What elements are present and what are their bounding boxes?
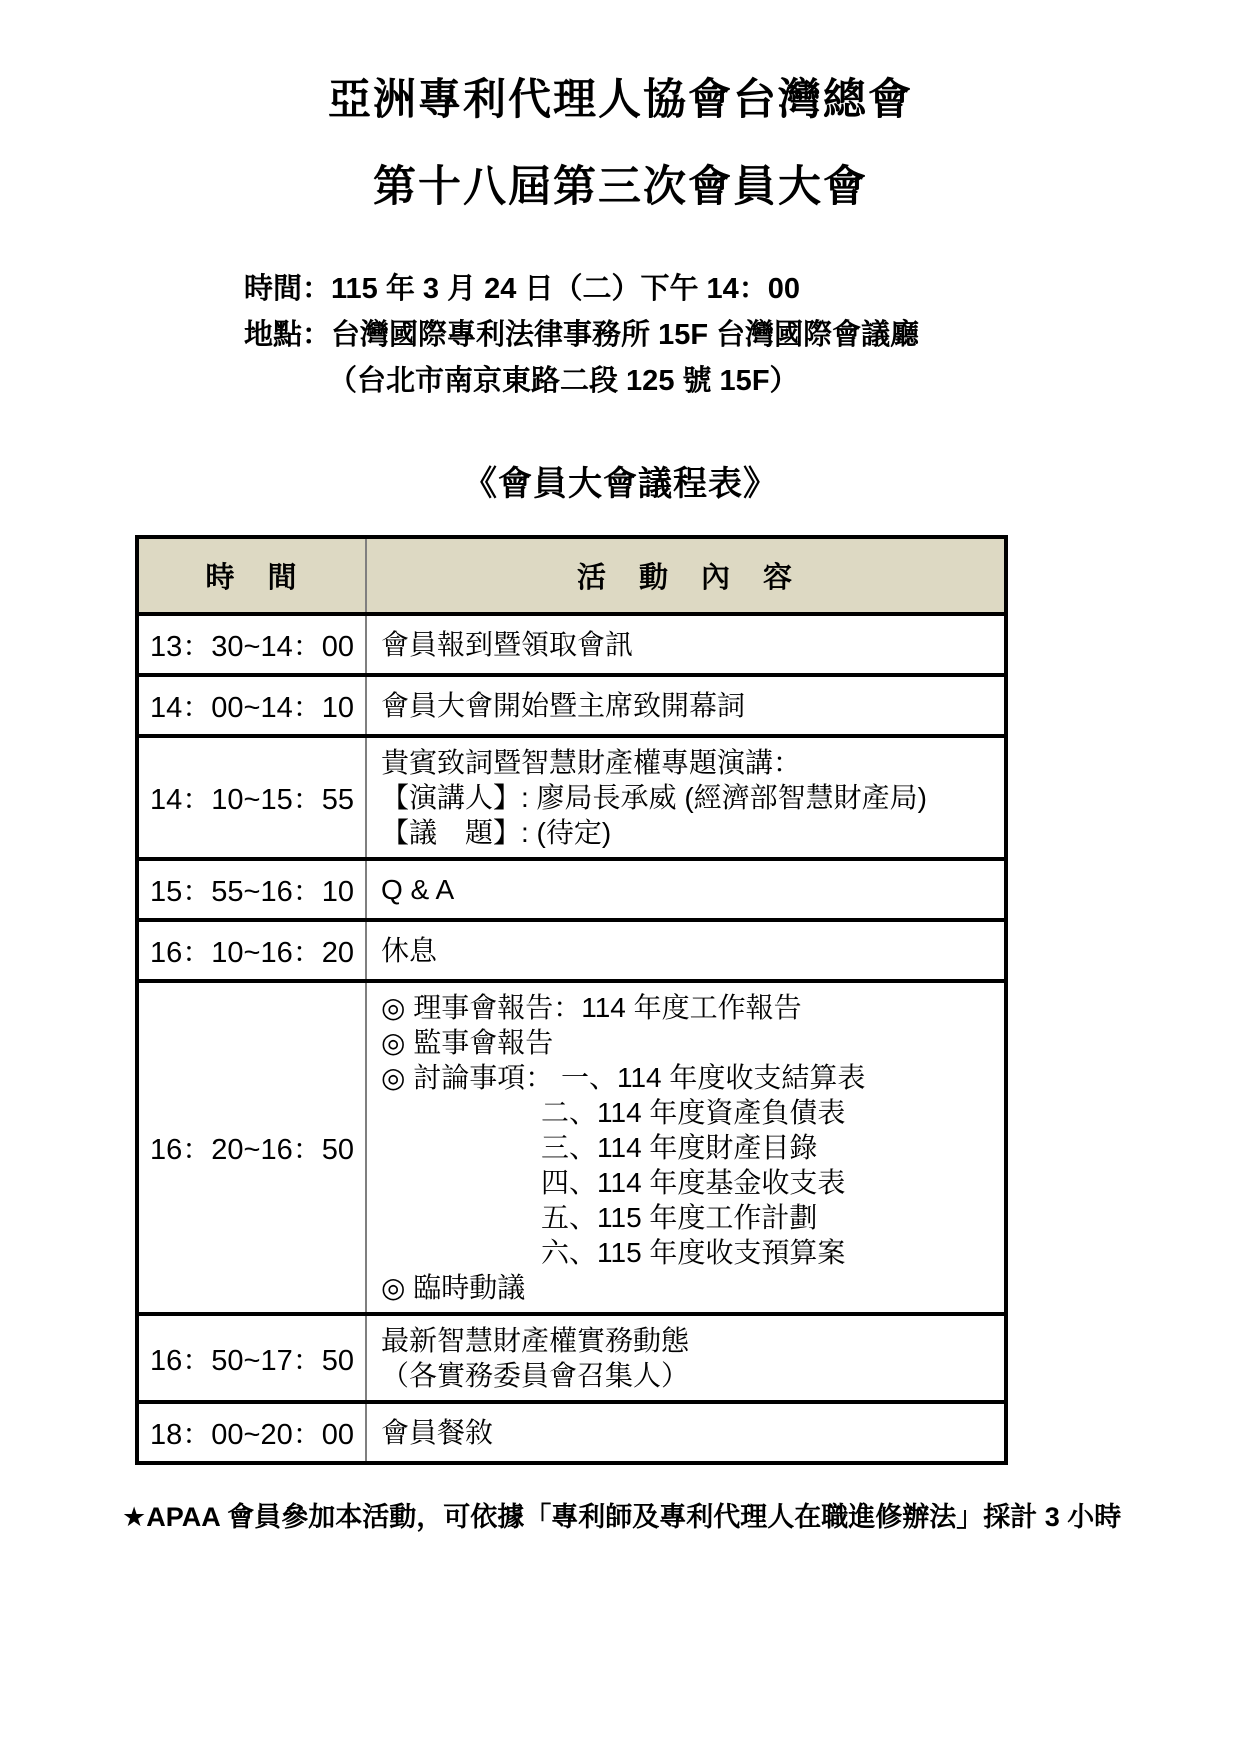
content-line: 最新智慧財產權實務動態 — [381, 1325, 690, 1356]
meeting-address-line: （台北市南京東路二段 125 號 15F） — [328, 365, 799, 397]
time-cell: 13：30~14：00 — [139, 616, 367, 673]
table-header-row — [139, 539, 1004, 612]
meeting-info — [244, 266, 1241, 404]
agenda-table — [135, 535, 1008, 1465]
content-line: 貴賓致詞暨智慧財產權專題演講： — [381, 747, 802, 778]
content-cell — [367, 738, 1004, 857]
content-line: 五、115 年度工作計劃 — [541, 1202, 818, 1233]
content-line: 【演講人】: 廖局長承威 (經濟部智慧財產局) — [381, 782, 927, 813]
content-line: （各實務委員會召集人） — [381, 1360, 690, 1391]
content-line: 【議 題】: (待定) — [381, 817, 612, 848]
table-row — [139, 1400, 1004, 1461]
time-cell: 16：20~16：50 — [139, 983, 367, 1312]
content-cell — [367, 677, 1004, 734]
content-cell — [367, 983, 1004, 1312]
meeting-time-label: 時間： — [244, 273, 332, 305]
content-line: ◎ 理事會報告：114 年度工作報告 — [381, 992, 802, 1023]
content-cell — [367, 616, 1004, 673]
content-line: ◎ 討論事項： 一、114 年度收支結算表 — [381, 1062, 866, 1093]
agenda-heading: 《會員大會議程表》 — [463, 465, 778, 503]
content-line: 六、115 年度收支預算案 — [541, 1237, 846, 1268]
page-subtitle: 第十八屆第三次會員大會 — [373, 163, 868, 211]
content-cell — [367, 1316, 1004, 1400]
content-line: ◎ 監事會報告 — [381, 1027, 554, 1058]
content-line: 會員大會開始暨主席致開幕詞 — [381, 690, 746, 721]
content-line: ◎ 臨時動議 — [381, 1272, 526, 1303]
time-cell: 15：55~16：10 — [139, 861, 367, 918]
time-cell: 16：50~17：50 — [139, 1316, 367, 1400]
content-cell — [367, 1404, 1004, 1461]
time-cell: 14：00~14：10 — [139, 677, 367, 734]
table-row — [139, 857, 1004, 918]
time-cell: 18：00~20：00 — [139, 1404, 367, 1461]
page-title: 亞洲專利代理人協會台灣總會 — [328, 76, 913, 124]
table-row — [139, 612, 1004, 673]
content-cell — [367, 861, 1004, 918]
cpe-credit-footnote: ★APAA 會員參加本活動，可依據「專利師及專利代理人在職進修辦法」採計 3 小時 — [122, 1502, 1122, 1532]
content-line: 二、114 年度資產負債表 — [541, 1097, 846, 1128]
content-cell — [367, 922, 1004, 979]
content-line: 休息 — [381, 935, 438, 966]
content-line: 會員報到暨領取會訊 — [381, 629, 634, 660]
header-content-cell: 活 動 內 容 — [576, 562, 794, 594]
content-line: 四、114 年度基金收支表 — [541, 1167, 846, 1198]
content-line: Q & A — [381, 874, 455, 905]
meeting-place-label: 地點： — [244, 319, 332, 351]
time-cell: 16：10~16：20 — [139, 922, 367, 979]
table-row — [139, 918, 1004, 979]
meeting-place-line — [244, 312, 1241, 358]
table-row — [139, 734, 1004, 857]
table-row — [139, 979, 1004, 1312]
content-line: 三、114 年度財產目錄 — [541, 1132, 818, 1163]
table-row — [139, 673, 1004, 734]
header-time-cell: 時 間 — [139, 539, 367, 612]
meeting-time-value: 115 年 3 月 24 日（二）下午 14：00 — [331, 273, 801, 305]
table-row — [139, 1312, 1004, 1400]
content-line: 會員餐敘 — [381, 1417, 494, 1448]
meeting-time-line — [244, 266, 1241, 312]
meeting-place-value: 台灣國際專利法律事務所 15F 台灣國際會議廳 — [331, 319, 920, 351]
time-cell: 14：10~15：55 — [139, 738, 367, 857]
